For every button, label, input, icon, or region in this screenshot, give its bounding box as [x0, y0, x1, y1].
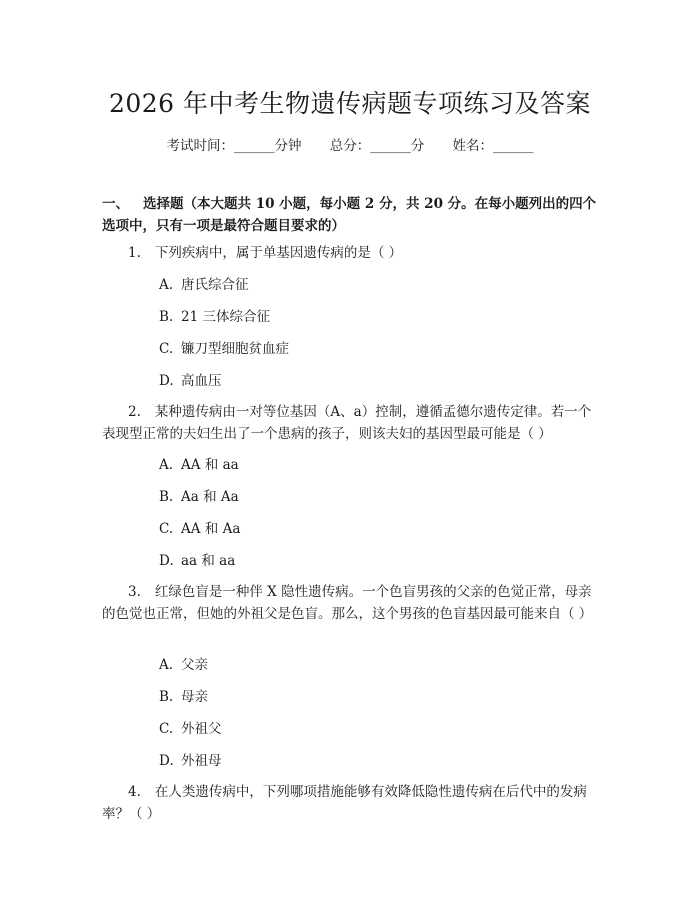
q3-option-a: A. 父亲	[159, 657, 208, 673]
section-heading	[102, 193, 602, 237]
q3-option-c: C. 外祖父	[159, 721, 222, 737]
q1-option-d: D. 高血压	[159, 373, 222, 389]
section-instructions: 选择题（本大题共 10 小题，每小题 2 分，共 20 分。在每小题列出的四个选项中，只有一项是最符合题目要求的）	[102, 196, 597, 234]
question-1	[102, 242, 600, 264]
q1-option-c: C. 镰刀型细胞贫血症	[159, 341, 289, 357]
student-name-label: 姓名：______	[452, 138, 534, 154]
q3-option-d: D. 外祖母	[159, 753, 222, 769]
question-stem: 红绿色盲是一种伴 X 隐性遗传病。一个色盲男孩的父亲的色觉正常，母亲的色觉也正常，但她的外祖父是色盲。那么，这个男孩的色盲基因最可能来自（ ）	[102, 584, 593, 622]
question-stem: 下列疾病中，属于单基因遗传病的是（ ）	[154, 245, 403, 261]
q2-option-c: C. AA 和 Aa	[159, 521, 241, 537]
section-number: 一、	[102, 196, 129, 212]
q2-option-b: B. Aa 和 Aa	[159, 489, 239, 505]
exam-meta	[0, 134, 700, 154]
question-stem: 在人类遗传病中，下列哪项措施能够有效降低隐性遗传病在后代中的发病率？（ ）	[102, 784, 587, 822]
exam-time-label: 考试时间：______分钟	[166, 138, 302, 154]
question-4	[102, 781, 600, 825]
question-2	[102, 401, 600, 445]
q1-option-a: A. 唐氏综合征	[159, 277, 249, 293]
document-title: 2026 年中考生物遗传病题专项练习及答案	[108, 89, 592, 118]
q2-option-d: D. aa 和 aa	[159, 553, 236, 569]
q2-option-a: A. AA 和 aa	[159, 457, 239, 473]
question-stem: 某种遗传病由一对等位基因（A、a）控制，遵循孟德尔遗传定律。若一个表现型正常的夫妇生出了一个患病的孩子，则该夫妇的基因型最可能是（ ）	[102, 404, 592, 442]
q1-option-b: B. 21 三体综合征	[159, 309, 270, 325]
question-number: 3.	[128, 584, 141, 600]
question-3	[102, 581, 600, 625]
question-number: 1.	[128, 245, 141, 261]
question-number: 4.	[128, 784, 141, 800]
question-number: 2.	[128, 404, 141, 420]
total-score-label: 总分：______分	[329, 138, 425, 154]
q3-option-b: B. 母亲	[159, 689, 208, 705]
